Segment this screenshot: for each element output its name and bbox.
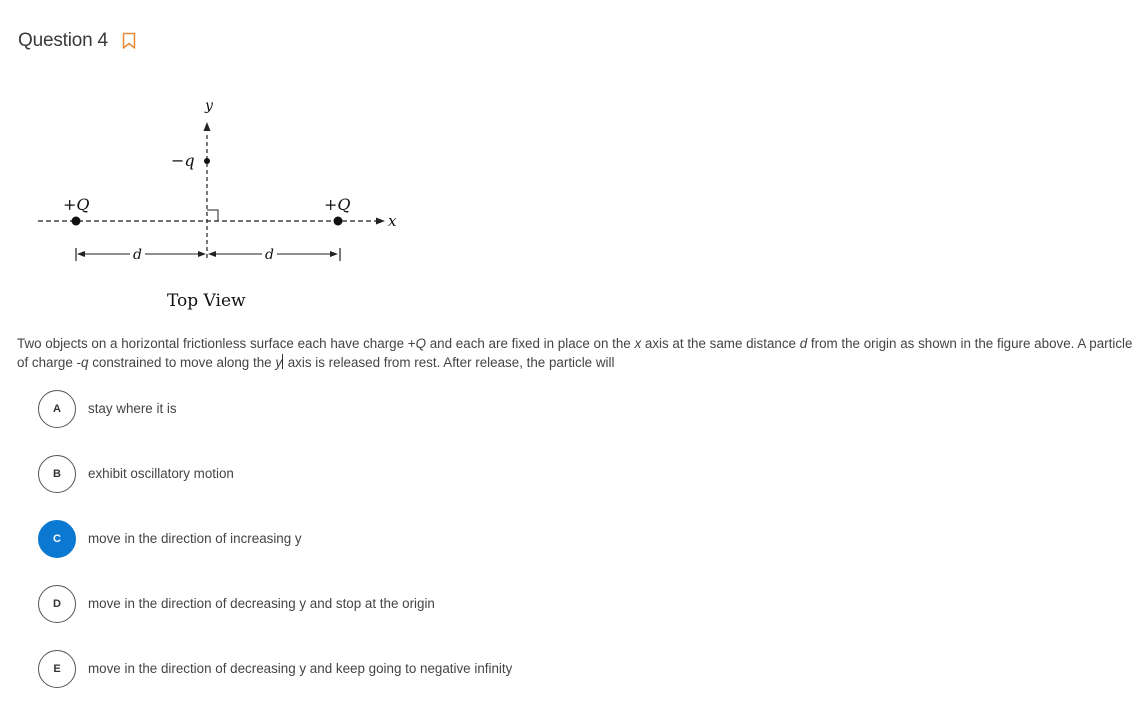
stem-text-5: constrained to move along the <box>88 355 276 370</box>
choice-letter-e[interactable]: E <box>38 650 76 688</box>
stem-d-symbol: d <box>799 336 808 351</box>
figure-caption: Top View <box>167 291 246 311</box>
stem-q-symbol: Q <box>415 336 427 351</box>
choice-b[interactable] <box>38 455 512 520</box>
choice-text-a[interactable]: stay where it is <box>88 401 177 416</box>
question-header <box>18 30 136 52</box>
answer-choices <box>38 390 512 715</box>
right-charge-dot <box>334 217 343 226</box>
x-axis-label: x <box>388 212 397 230</box>
stem-text-3: axis at the same distance <box>641 336 800 351</box>
choice-text-c[interactable]: move in the direction of increasing y <box>88 531 302 546</box>
choice-text-d[interactable]: move in the direction of decreasing y and stop at the origin <box>88 596 435 611</box>
choice-letter-a[interactable]: A <box>38 390 76 428</box>
stem-y-symbol: y <box>275 355 283 370</box>
negative-charge-dot <box>204 158 210 164</box>
stem-q-small-symbol: q <box>81 355 89 370</box>
x-axis-arrow <box>376 218 385 225</box>
text-cursor <box>282 354 283 369</box>
choice-a[interactable] <box>38 390 512 455</box>
stem-x-symbol: x <box>634 336 642 351</box>
left-charge-dot <box>72 217 81 226</box>
physics-figure <box>30 90 410 320</box>
choice-d[interactable] <box>38 585 512 650</box>
stem-text-4: from the origin as shown in the figure above. A particle of charge - <box>17 336 1133 370</box>
choice-text-e[interactable]: move in the direction of decreasing y and keep going to negative infinity <box>88 661 513 676</box>
choice-letter-b[interactable]: B <box>38 455 76 493</box>
stem-text-2: and each are fixed in place on the <box>426 336 635 351</box>
right-charge-label: +Q <box>324 195 351 214</box>
y-axis-arrow <box>204 122 211 131</box>
left-charge-label: +Q <box>63 195 90 214</box>
choice-text-b[interactable]: exhibit oscillatory motion <box>88 466 234 481</box>
right-distance-label: d <box>265 247 274 263</box>
choice-letter-d[interactable]: D <box>38 585 76 623</box>
stem-text-6: axis is released from rest. After release, the particle will <box>284 355 615 370</box>
choice-c[interactable] <box>38 520 512 585</box>
question-stem <box>17 334 1137 372</box>
right-angle-marker <box>207 210 218 221</box>
left-distance-label: d <box>133 247 142 263</box>
choice-e[interactable] <box>38 650 512 715</box>
stem-text-1: Two objects on a horizontal frictionless surface each have charge + <box>17 336 416 351</box>
y-axis-label: y <box>205 98 213 114</box>
negative-charge-label: −q <box>171 151 195 170</box>
question-title: Question 4 <box>18 30 108 51</box>
figure-diagram <box>30 90 410 320</box>
bookmark-icon[interactable] <box>122 32 136 50</box>
choice-letter-c[interactable]: C <box>38 520 76 558</box>
